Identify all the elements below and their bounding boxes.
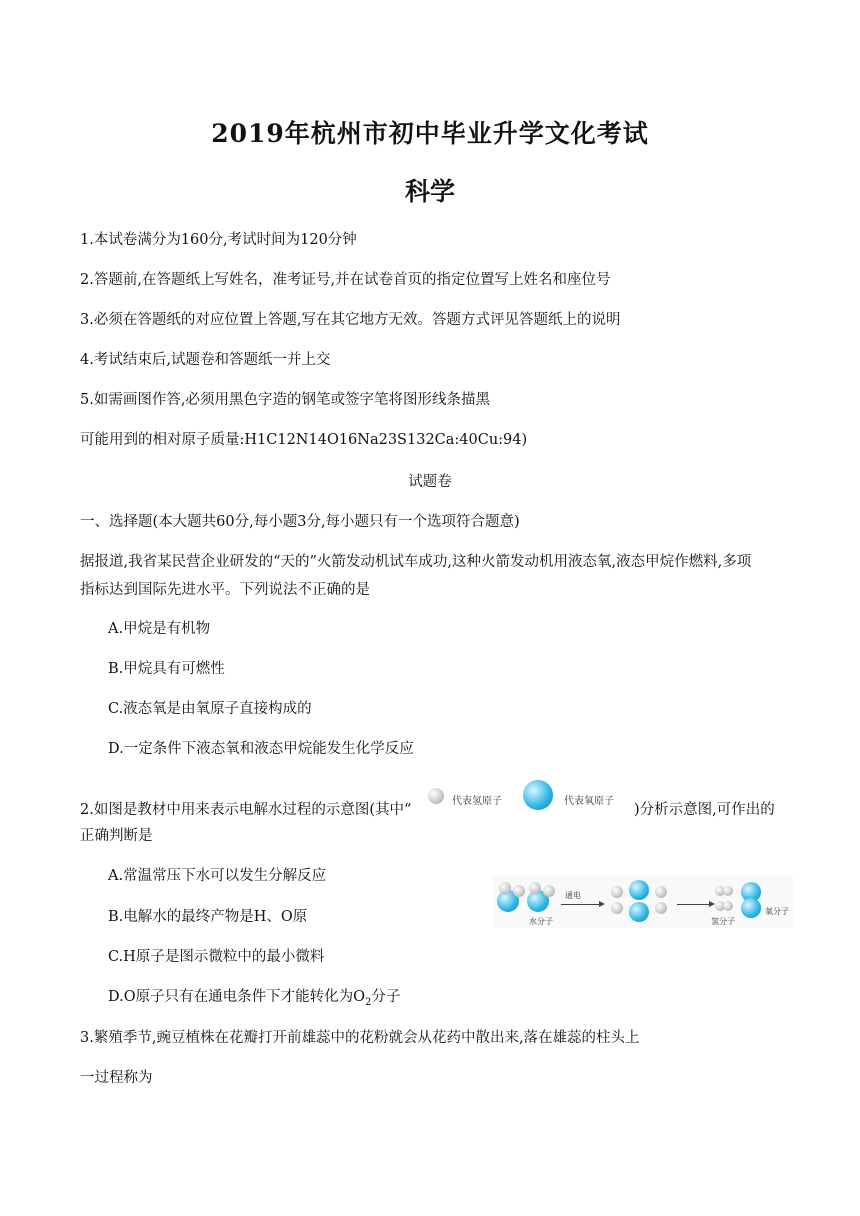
q1-option-b: B.甲烷具有可燃性 — [108, 661, 225, 677]
arrow-line — [561, 904, 601, 905]
electrolysis-diagram — [493, 876, 793, 928]
q1-option-c: C.液态氧是由氧原子直接构成的 — [108, 701, 312, 717]
hydrogen-atom — [611, 902, 623, 914]
hydrogen-atom — [655, 886, 667, 898]
instruction-1: 1.本试卷满分为160分,考试时间为120分钟 — [80, 232, 357, 248]
water-molecule-label: 水分子 — [529, 917, 553, 926]
water-hydrogen-atom — [529, 882, 541, 894]
instruction-4: 4.考试结束后,试题卷和答题纸一并上交 — [80, 352, 331, 368]
q2-option-c: C.H原子是图示微粒中的最小微料 — [108, 949, 325, 965]
q1-option-d: D.一定条件下液态氧和液态甲烷能发生化学反应 — [108, 741, 414, 757]
q1-stem-line1: 据报道,我省某民营企业研发的“天的”火箭发动机试车成功,这种火箭发动机用液态氧,液态甲烷作燃料,多项 — [80, 554, 752, 570]
exam-title: 2019年杭州市初中毕业升学文化考试 — [211, 119, 649, 148]
q2-option-b: B.电解水的最终产物是H、O原 — [108, 909, 308, 925]
arrow-head-icon — [599, 901, 605, 907]
atomic-masses: 可能用到的相对原子质量:H1C12N14O16Na23S132Ca:40Cu:94) — [80, 432, 528, 448]
legend-hydrogen-label: 代表氢原子 — [452, 796, 502, 807]
water-hydrogen-atom — [499, 882, 511, 894]
water-hydrogen-atom — [543, 885, 555, 897]
q3-line1: 3.繁殖季节,豌豆植株在花瓣打开前雄蕊中的花粉就会从花药中散出来,落在雄蕊的柱头上 — [80, 1030, 640, 1046]
instruction-5: 5.如需画图作答,必须用黑色字造的钢笔或签字笔将图形线条描黑 — [80, 392, 490, 408]
oxygen-atom — [629, 902, 649, 922]
hydrogen-molecule-atom — [723, 886, 733, 896]
q2-stem-after: )分析示意图,可作出的 — [634, 802, 775, 818]
current-label: 通电 — [565, 891, 581, 900]
q3-line2: 一过程称为 — [80, 1070, 153, 1086]
arrow-line — [677, 904, 711, 905]
q2-option-d — [108, 985, 400, 1008]
q2-option-d-end: 分子 — [371, 989, 401, 1005]
q1-option-a: A.甲烷是有机物 — [108, 621, 211, 637]
hydrogen-molecule-atom — [723, 901, 733, 911]
part-one-heading: 一、选择题(本大题共60分,每小题3分,每小题只有一个选项符合题意) — [80, 514, 520, 530]
oxygen-molecule-label: 氧分子 — [765, 907, 789, 916]
q2-stem-line2: 正确判断是 — [80, 828, 153, 844]
q2-option-d-main: D.O原子只有在通电条件下才能转化为O — [108, 989, 365, 1005]
section-title: 试题卷 — [408, 474, 452, 490]
q2-option-d-subscript: 2 — [365, 996, 372, 1008]
oxygen-atom-icon — [523, 780, 553, 810]
oxygen-molecule-atom — [741, 898, 761, 918]
hydrogen-atom — [655, 902, 667, 914]
hydrogen-atom — [611, 886, 623, 898]
hydrogen-molecule-label: 氢分子 — [711, 917, 735, 926]
q2-option-a: A.常温常压下水可以发生分解反应 — [108, 868, 327, 884]
hydrogen-atom-icon — [428, 788, 444, 804]
oxygen-atom — [629, 880, 649, 900]
q2-stem-before: 2.如图是教材中用来表示电解水过程的示意图(其中“ — [80, 802, 412, 818]
legend-oxygen-label: 代表氧原子 — [564, 796, 614, 807]
water-hydrogen-atom — [513, 885, 525, 897]
instruction-2: 2.答题前,在答题纸上写姓名，准考证号,并在试卷首页的指定位置写上姓名和座位号 — [80, 272, 611, 288]
subject-title: 科学 — [404, 177, 455, 206]
q1-stem-line2: 指标达到国际先进水平。下列说法不正确的是 — [80, 582, 370, 598]
instruction-3: 3.必须在答题纸的对应位置上答题,写在其它地方无效。答题方式评见答题纸上的说明 — [80, 312, 621, 328]
